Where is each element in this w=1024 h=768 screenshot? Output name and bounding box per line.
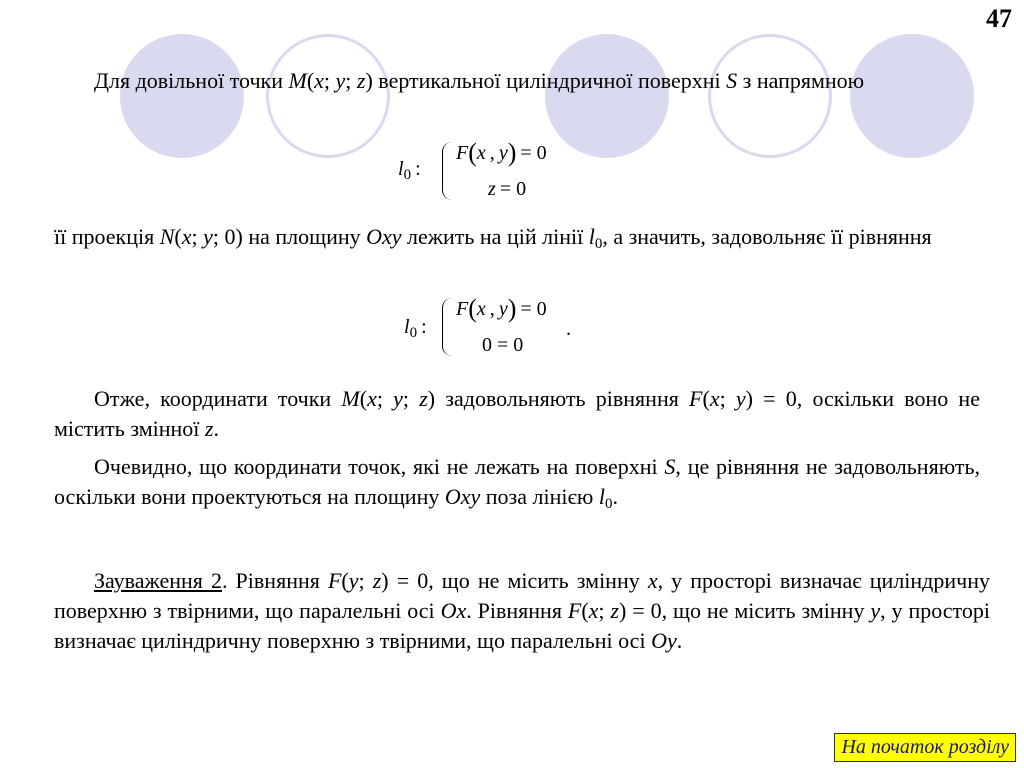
paragraph-5: Зауваження 2. Рівняння F(y; z) = 0, що не місить змінну x, у просторі визначає циліндричну поверхню з твірними, що паралельні осі Ox. Рівняння F(x; z) = 0, що не місить змінну y, у просторі визначає циліндричну поверхню з твірними, що паралельні осі Oy. [54, 568, 990, 653]
paragraph-1: Для довільної точки M(x; y; z) вертикальної циліндричної поверхні S з напрямною [94, 68, 865, 93]
equation-system-2: $l_0$ : F(x , y) = 0 . 0 = 0 [404, 294, 571, 356]
paragraph-3: Отже, координати точки M(x; y; z) задовольняють рівняння F(x; y) = 0, оскільки воно не містить змінної z. [54, 386, 980, 441]
paragraph-2: її проекція N(x; y; 0) на площину Oxy лежить на цій лінії $l_0$, а значить, задовольняє її рівняння [54, 224, 932, 252]
page-number: 47 [986, 4, 1012, 33]
decor-circle-1 [120, 34, 244, 158]
remark-label: Зауваження 2 [94, 568, 222, 593]
decor-circle-5 [850, 34, 974, 158]
decor-circle-4 [708, 34, 832, 158]
decor-circle-2 [266, 34, 390, 158]
equation-system-1: $l_0$ : F(x , y) = 0 z = 0 [398, 138, 547, 200]
paragraph-4: Очевидно, що координати точок, які не лежать на поверхні S, це рівняння не задовольняють, оскільки вони проектуються на площину Oxy поза лінією $l_0$. [54, 454, 980, 512]
back-to-section-start-button[interactable]: На початок розділу [834, 733, 1016, 762]
